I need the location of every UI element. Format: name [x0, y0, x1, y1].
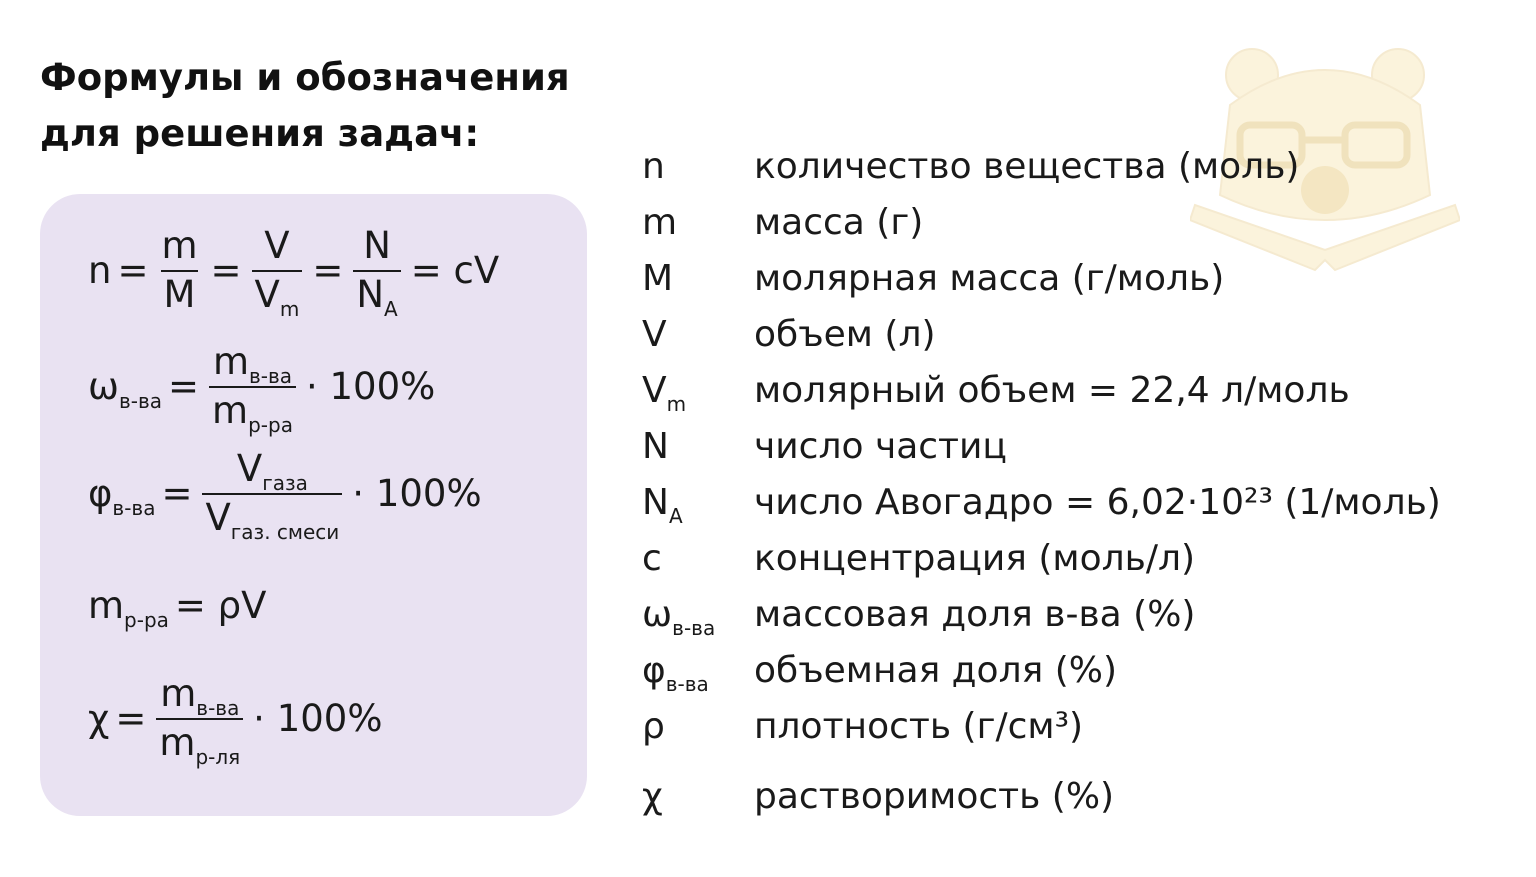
formula-volume-fraction	[88, 447, 488, 544]
legend-symbol	[642, 538, 754, 579]
f1-eq3: =	[312, 249, 344, 293]
formula-mass-fraction	[88, 340, 441, 437]
formula-panel	[40, 194, 587, 816]
legend-row	[642, 650, 1117, 696]
f1-num-V: V	[264, 224, 290, 267]
title-line-2: для решения задач:	[40, 112, 480, 155]
f1-eq1: =	[117, 249, 149, 293]
legend-symbol	[642, 594, 754, 640]
title-line-1: Формулы и обозначения	[40, 56, 570, 99]
formula-solubility	[88, 672, 388, 769]
legend-symbol	[642, 314, 754, 355]
f2-omega-sym: ω	[88, 365, 119, 409]
legend-symbol-main: ω	[642, 594, 673, 635]
f5-tail: · 100%	[253, 697, 383, 741]
f2-den-sub: р-ра	[248, 412, 293, 437]
f5-num-sym: m	[160, 672, 197, 715]
f3-phi	[88, 472, 156, 521]
f3-num-sym: V	[236, 447, 263, 490]
f1-den-NA-sym: N	[356, 272, 385, 316]
legend-symbol-main: n	[642, 146, 665, 187]
formula-amount	[88, 224, 505, 321]
legend-symbol-main: N	[642, 426, 669, 467]
f5-frac	[156, 672, 243, 769]
legend-symbol	[642, 776, 754, 817]
legend-symbol-main: m	[642, 202, 678, 243]
f1-num-N: N	[363, 224, 391, 267]
f2-den	[209, 386, 296, 437]
formula-solution-mass	[88, 584, 272, 632]
f4-rhs: = ρV	[174, 584, 267, 627]
legend-symbol	[642, 426, 754, 467]
f1-den-NA	[353, 270, 400, 321]
legend-description: объем (л)	[754, 314, 936, 355]
legend-symbol-sub: А	[668, 504, 683, 528]
legend-symbol-main: V	[642, 314, 667, 355]
f2-num-sym: m	[212, 340, 249, 383]
legend-description: молярная масса (г/моль)	[754, 258, 1225, 299]
f1-eq2: =	[210, 249, 242, 293]
legend-row	[642, 776, 1114, 817]
legend-row	[642, 538, 1195, 579]
page-title	[40, 50, 570, 162]
legend-row	[642, 426, 1007, 467]
legend-symbol-main: c	[642, 538, 662, 579]
legend-symbol-sub: в-ва	[665, 672, 709, 696]
f3-den-sym: V	[205, 495, 231, 539]
f1-num-m: m	[161, 224, 198, 267]
f1-frac-particles	[353, 224, 400, 321]
f1-den-M: M	[161, 270, 199, 316]
legend-symbol	[642, 258, 754, 299]
f3-tail: · 100%	[352, 472, 482, 516]
f5-num	[157, 674, 242, 718]
f3-num-sub: газа	[262, 471, 308, 495]
f2-omega-sub: в-ва	[118, 389, 163, 414]
f5-den-sub: р-ля	[195, 744, 241, 769]
legend-symbol	[642, 146, 754, 187]
legend-symbol-main: N	[642, 482, 669, 523]
legend-row	[642, 594, 1196, 640]
legend-symbol	[642, 650, 754, 696]
legend-row	[642, 258, 1224, 299]
f1-n: n	[88, 249, 112, 293]
f3-phi-sub: в-ва	[112, 496, 156, 521]
f2-num	[210, 342, 295, 386]
f2-frac	[209, 340, 296, 437]
legend-symbol-main: M	[642, 258, 674, 299]
legend-description: плотность (г/см³)	[754, 706, 1084, 747]
f4-m	[88, 584, 169, 632]
f5-chi: χ	[88, 697, 110, 741]
f3-den	[202, 493, 342, 544]
legend-row	[642, 706, 1083, 747]
f3-den-sub: газ. смеси	[230, 519, 340, 544]
legend-description: масса (г)	[754, 202, 924, 243]
legend-symbol-sub: m	[666, 392, 687, 416]
f2-den-sym: m	[212, 388, 249, 432]
f2-num-sub: в-ва	[249, 364, 293, 388]
legend-description: число частиц	[754, 426, 1007, 467]
legend-description: молярный объем = 22,4 л/моль	[754, 370, 1350, 411]
legend-row	[642, 202, 923, 243]
f1-den-Vm-sym: V	[254, 272, 280, 316]
legend-symbol-main: φ	[642, 650, 666, 691]
legend-row	[642, 146, 1299, 187]
f2-tail: · 100%	[305, 365, 436, 409]
f1-frac-mass	[158, 226, 200, 315]
legend-symbol-main: χ	[642, 776, 663, 817]
f5-eq: =	[115, 697, 147, 741]
legend-description: число Авогадро = 6,02·10²³ (1/моль)	[754, 482, 1441, 523]
legend-row	[642, 314, 936, 355]
legend-symbol-sub: в-ва	[672, 616, 716, 640]
legend-description: концентрация (моль/л)	[754, 538, 1196, 579]
f2-eq: =	[168, 365, 200, 409]
legend-symbol	[642, 202, 754, 243]
legend-row	[642, 482, 1441, 528]
f4-m-sub: р-ра	[124, 608, 169, 632]
legend-symbol	[642, 370, 754, 416]
f5-num-sub: в-ва	[196, 696, 240, 720]
f1-den-Vm-sub: m	[279, 296, 300, 321]
f3-eq: =	[161, 472, 193, 516]
f2-omega	[88, 365, 163, 414]
legend-row	[642, 370, 1350, 416]
f3-num	[234, 449, 311, 493]
legend-symbol-main: ρ	[642, 706, 665, 747]
f1-den-NA-sub: А	[384, 296, 398, 321]
legend-description: объемная доля (%)	[754, 650, 1117, 691]
f4-m-sym: m	[88, 584, 125, 627]
f1-frac-volume	[252, 224, 303, 321]
f3-phi-sym: φ	[88, 472, 113, 516]
f5-den-sym: m	[159, 720, 196, 764]
legend-description: массовая доля в-ва (%)	[754, 594, 1196, 635]
f1-cV: = cV	[410, 249, 500, 293]
f5-den	[156, 718, 243, 769]
f3-frac	[202, 447, 342, 544]
legend-symbol-main: V	[642, 370, 667, 411]
legend-description: количество вещества (моль)	[754, 146, 1300, 187]
f1-den-Vm	[252, 270, 303, 321]
legend-description: растворимость (%)	[754, 776, 1115, 817]
legend-symbol	[642, 482, 754, 528]
legend-symbol	[642, 706, 754, 747]
